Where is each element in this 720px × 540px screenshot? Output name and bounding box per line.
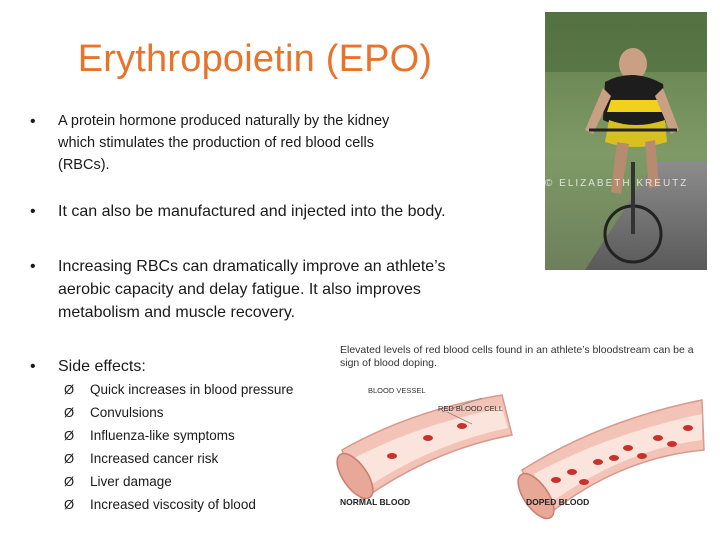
list-item (64, 493, 324, 516)
side-effects-list (64, 378, 324, 516)
cyclist-illustration (545, 12, 707, 270)
side-effect-text: Increased cancer risk (90, 451, 219, 466)
bullet-dot: • (30, 358, 36, 375)
doped-blood-label: DOPED BLOOD (526, 497, 590, 507)
arrow-bullet-icon: Ø (64, 428, 75, 443)
cyclist-photo (545, 12, 707, 270)
side-effect-text: Convulsions (90, 405, 164, 420)
list-item (64, 378, 324, 401)
list-item (64, 424, 324, 447)
bullet-text: It can also be manufactured and injected into the body. (58, 203, 446, 220)
photo-watermark: © ELIZABETH KREUTZ (545, 178, 689, 189)
bullet-dot: • (30, 258, 36, 275)
bullet-text: Increasing RBCs can dramatically improve an athlete’s aerobic capacity and delay fatigue. It also improves metabolism and muscle recovery. (58, 258, 446, 321)
diagram-caption: Elevated levels of red blood cells found in an athlete’s bloodstream can be a sign of blood doping. (340, 344, 694, 369)
arrow-bullet-icon: Ø (64, 405, 75, 420)
arrow-bullet-icon: Ø (64, 497, 75, 512)
arrow-bullet-icon: Ø (64, 451, 75, 466)
bullet-dot: • (30, 113, 36, 130)
list-item (64, 470, 324, 493)
bullet-text: A protein hormone produced naturally by the kidney which stimulates the production of red blood cells (RBCs). (58, 113, 390, 173)
list-item (64, 401, 324, 424)
bullet-text: Side effects: (58, 358, 146, 375)
side-effect-text: Increased viscosity of blood (90, 497, 256, 512)
list-item (64, 447, 324, 470)
blood-vessel-label: BLOOD VESSEL (368, 386, 426, 395)
normal-blood-label: NORMAL BLOOD (340, 497, 411, 507)
side-effect-text: Quick increases in blood pressure (90, 382, 294, 397)
arrow-bullet-icon: Ø (64, 382, 75, 397)
side-effect-text: Liver damage (90, 474, 172, 489)
arrow-bullet-icon: Ø (64, 474, 75, 489)
red-blood-cell-label: RED BLOOD CELL (438, 404, 504, 413)
blood-doping-diagram (332, 340, 710, 530)
slide-title: Erythropoietin (EPO) (77, 38, 433, 80)
bullet-dot: • (30, 203, 36, 220)
side-effect-text: Influenza-like symptoms (90, 428, 235, 443)
